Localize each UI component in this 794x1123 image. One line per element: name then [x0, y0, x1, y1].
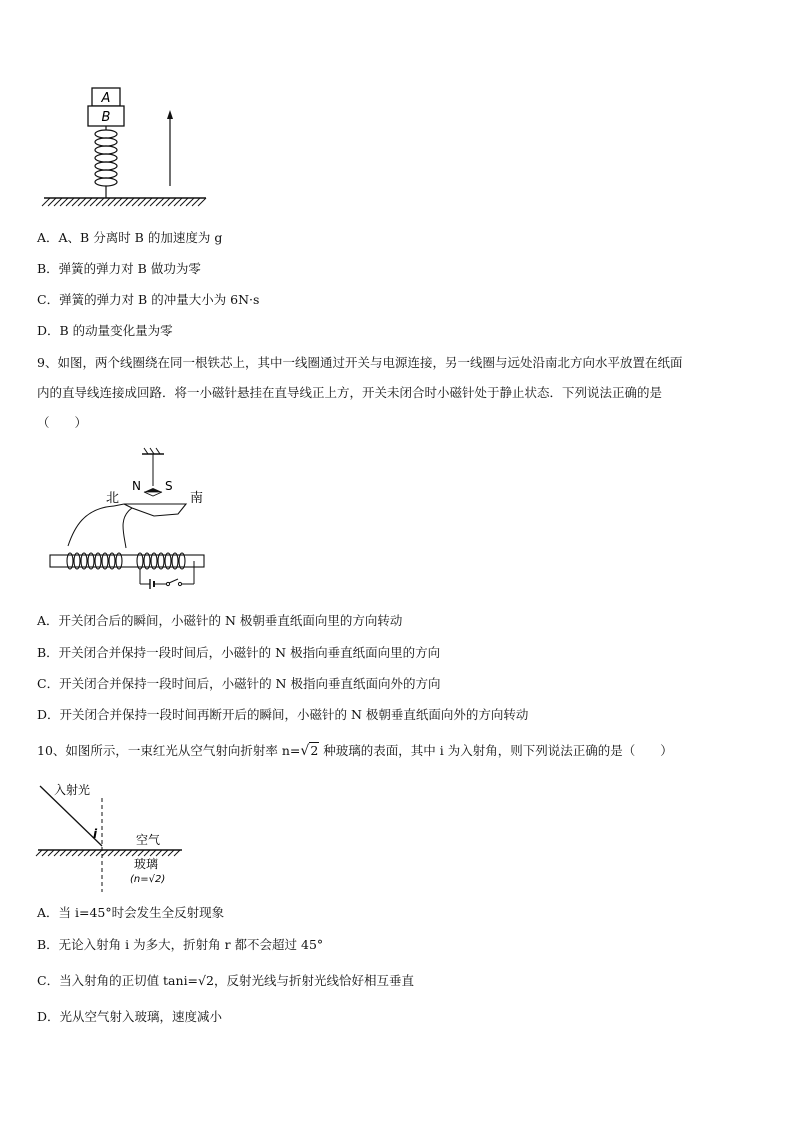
hatch-mark	[138, 850, 144, 856]
q10-stem-after: 种玻璃的表面，其中 i 为入射角，则下列说法正确的是（ ）	[319, 743, 673, 758]
hatch-mark	[36, 850, 42, 856]
q9-stem-line2: 内的直导线连接成回路．将一小磁针悬挂在直导线正上方，开关未闭合时小磁针处于静止状态．下列说法正确的是	[37, 385, 663, 400]
hatch-mark	[54, 850, 60, 856]
hatch-mark	[156, 850, 162, 856]
q10-option-d: D．光从空气射入玻璃，速度减小	[37, 1009, 223, 1024]
incident-label: 入射光	[54, 783, 91, 797]
south-label: 南	[190, 491, 204, 506]
q10-stem-sqrt: 2	[310, 743, 319, 758]
q9-stem-line3: （ ）	[37, 415, 88, 430]
straight-wire	[114, 504, 186, 516]
up-arrow	[167, 110, 173, 186]
hatch-mark	[66, 850, 72, 856]
hatch-mark	[126, 850, 132, 856]
air-label: 空气	[136, 833, 161, 847]
hatch-mark	[132, 850, 138, 856]
hatch-mark	[90, 850, 96, 856]
spring	[95, 126, 117, 198]
angle-i-label: i	[93, 827, 98, 841]
hatch-mark	[120, 850, 126, 856]
glass-label: 玻璃	[134, 857, 159, 871]
n-value-label: (n=√2)	[130, 874, 166, 885]
q9-stem-line1: 9、如图，两个线圈绕在同一根铁芯上，其中一线圈通过开关与电源连接，另一线圈与远处沿南北方向水平放置在纸面	[37, 355, 683, 370]
q10-option-a: A．当 i=45°时会发生全反射现象	[37, 905, 225, 920]
hatch-mark	[108, 850, 114, 856]
block-a-label: A	[101, 91, 111, 106]
hatch-mark	[96, 850, 102, 856]
q9-option-b: B．开关闭合并保持一段时间后，小磁针的 N 极指向垂直纸面向里的方向	[37, 645, 441, 660]
loop-wires	[68, 506, 132, 548]
hatch-mark	[84, 850, 90, 856]
hatch-mark	[114, 850, 120, 856]
q10-stem	[37, 742, 673, 760]
q9-option-a: A．开关闭合后的瞬间，小磁针的 N 极朝垂直纸面向里的方向转动	[37, 613, 403, 628]
hatch-mark	[48, 850, 54, 856]
hatch-mark	[162, 850, 168, 856]
hatch-mark	[42, 850, 48, 856]
q10-option-b: B．无论入射角 i 为多大，折射角 r 都不会超过 45°	[37, 937, 324, 952]
hatch-mark	[78, 850, 84, 856]
hatch-mark	[72, 850, 78, 856]
q8-option-a: A．A、B 分离时 B 的加速度为 g	[37, 230, 223, 245]
q10-option-c: C．当入射角的正切值 tani=√2，反射光线与折射光线恰好相互垂直	[37, 973, 414, 988]
needle-n-label: N	[132, 479, 141, 493]
sqrt-symbol: √	[300, 743, 310, 759]
q10-stem-before: 10、如图所示，一束红光从空气射向折射率 n=	[37, 743, 301, 758]
q8-option-d: D．B 的动量变化量为零	[37, 323, 173, 338]
q8-option-c: C．弹簧的弹力对 B 的冲量大小为 6N·s	[37, 292, 260, 307]
ground	[42, 198, 206, 206]
refraction-figure	[36, 780, 186, 895]
north-label: 北	[106, 491, 120, 506]
q9-option-c: C．开关闭合并保持一段时间后，小磁针的 N 极指向垂直纸面向外的方向	[37, 676, 441, 691]
q8-option-b: B．弹簧的弹力对 B 做功为零	[37, 261, 201, 276]
hatch-mark	[60, 850, 66, 856]
hatch-mark	[168, 850, 174, 856]
ceiling-mount	[142, 448, 164, 486]
hatch-mark	[150, 850, 156, 856]
block-b-label: B	[101, 110, 111, 125]
spring-block-figure	[40, 84, 210, 214]
coil-compass-figure	[44, 448, 214, 588]
hatch-mark	[174, 850, 180, 856]
hatch-mark	[102, 850, 108, 856]
compass-needle	[132, 479, 173, 496]
needle-s-label: S	[165, 479, 173, 493]
hatch-mark	[144, 850, 150, 856]
q9-option-d: D．开关闭合并保持一段时间再断开后的瞬间，小磁针的 N 极朝垂直纸面向外的方向转动	[37, 707, 529, 722]
